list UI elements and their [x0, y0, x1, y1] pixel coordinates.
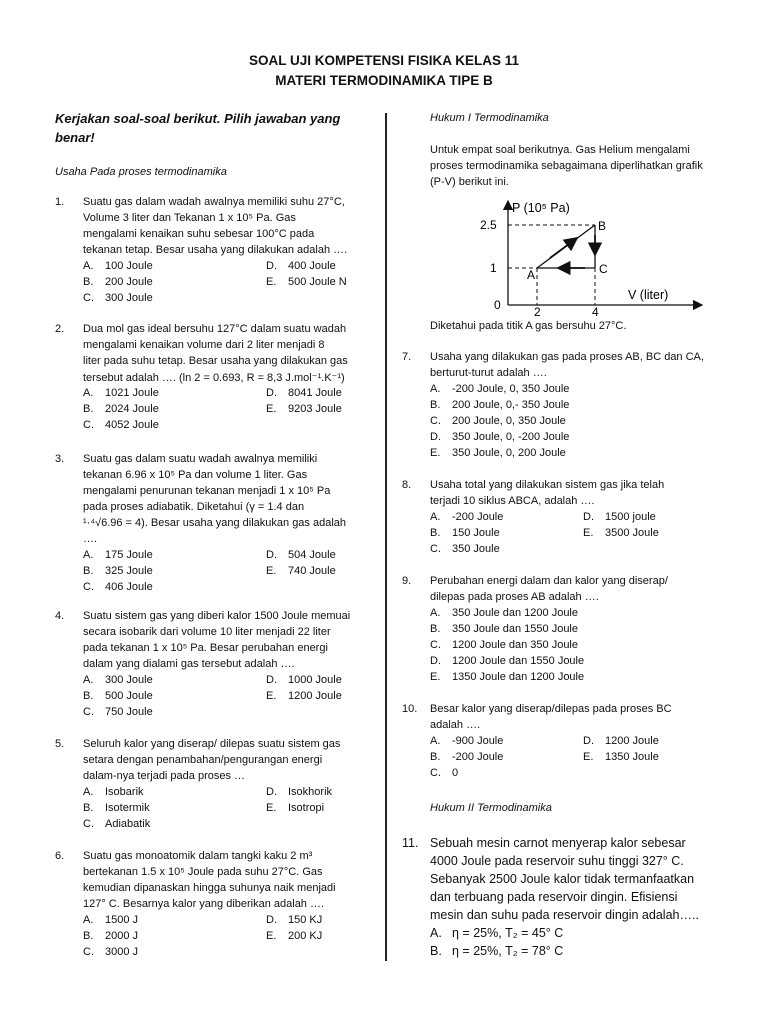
q8-number: 8. [402, 479, 412, 491]
option-value: 1200 Joule [605, 735, 659, 747]
q11-number: 11. [402, 836, 419, 850]
option-value: 150 KJ [288, 914, 323, 926]
option-value: 200 KJ [288, 930, 323, 942]
option-value: 3000 J [105, 946, 139, 958]
q2-text-line: liter pada suhu tetap. Besar usaha yang dilakukan gas [83, 355, 348, 367]
option-letter: C. [430, 639, 441, 651]
q3-text-line: mengalami penurunan tekanan menjadi 1 x 10⁵ Pa [83, 485, 331, 497]
q5-text-line: setara dengan penambahan/pengurangan energi [83, 754, 323, 766]
option-value: Isotermik [105, 802, 150, 814]
option-letter: A. [430, 607, 441, 619]
option-value: 406 Joule [105, 581, 153, 593]
option-value: Isokhorik [288, 786, 333, 798]
section-usaha: Usaha Pada proses termodinamika [55, 166, 227, 178]
option-value: 8041 Joule [288, 387, 342, 399]
option-letter: A. [83, 260, 94, 272]
option-value: 100 Joule [105, 260, 153, 272]
y-tick-0: 0 [494, 298, 501, 312]
option-letter: B. [83, 403, 94, 415]
option-value: 350 Joule dan 1550 Joule [452, 623, 578, 635]
section-hukum-2: Hukum II Termodinamika [430, 802, 552, 814]
option-letter: A. [83, 549, 94, 561]
option-letter: E. [266, 690, 277, 702]
q9-text-line: dilepas pada proses AB adalah …. [430, 591, 599, 603]
option-value: 0 [452, 767, 459, 779]
q1-text-line: Volume 3 liter dan Tekanan 1 x 10⁵ Pa. Gas [83, 212, 296, 224]
option-letter: B. [83, 802, 94, 814]
option-letter: C. [83, 292, 94, 304]
q9-number: 9. [402, 575, 412, 587]
option-value: 300 Joule [105, 674, 153, 686]
option-value: 1000 Joule [288, 674, 342, 686]
option-value: 350 Joule dan 1200 Joule [452, 607, 578, 619]
q3-text-line: Suatu gas dalam suatu wadah awalnya memiliki [83, 453, 318, 465]
option-letter: C. [83, 818, 94, 830]
q11-text-line: Sebuah mesin carnot menyerap kalor sebesar [430, 836, 686, 850]
hukum1-intro: Untuk empat soal berikutnya. Gas Helium mengalami proses termodinamika sebagaimana diperlihatkan grafik (P-V) berikut ini. [430, 144, 703, 188]
option-value: 1350 Joule [605, 751, 659, 763]
q6-text-line: Suatu gas monoatomik dalam tangki kaku 2 m³ [83, 850, 313, 862]
option-letter: A. [430, 926, 442, 940]
option-value: -200 Joule, 0, 350 Joule [452, 383, 570, 395]
option-letter: D. [266, 786, 277, 798]
option-value: 1200 Joule dan 350 Joule [452, 639, 578, 651]
q2-text-line: mengalami kenaikan volume dari 2 liter menjadi 8 [83, 339, 325, 351]
option-letter: B. [430, 399, 441, 411]
option-value: 150 Joule [452, 527, 500, 539]
q3-text-line: ¹·⁴√6.96 = 4). Besar usaha yang dilakukan gas adalah [83, 517, 347, 529]
option-value: 500 Joule [105, 690, 153, 702]
option-value: 175 Joule [105, 549, 153, 561]
option-letter: E. [583, 527, 594, 539]
option-value: 200 Joule, 0,- 350 Joule [452, 399, 570, 411]
option-letter: C. [83, 706, 94, 718]
q8-text-line: Usaha total yang dilakukan sistem gas jika telah [430, 479, 665, 491]
option-letter: D. [266, 387, 277, 399]
option-letter: E. [266, 565, 277, 577]
option-value: 300 Joule [105, 292, 153, 304]
option-letter: B. [430, 623, 441, 635]
option-value: 350 Joule, 0, 200 Joule [452, 447, 566, 459]
q10-text-line: Besar kalor yang diserap/dilepas pada proses BC [430, 703, 672, 715]
option-letter: A. [430, 511, 441, 523]
option-letter: B. [83, 276, 94, 288]
q10-text-line: adalah …. [430, 719, 481, 731]
q4-text-line: pada tekanan 1 x 10⁵ Pa. Besar perubahan energi [83, 642, 328, 654]
option-letter: D. [430, 431, 441, 443]
q3-number: 3. [55, 453, 65, 465]
option-letter: E. [266, 802, 277, 814]
q4-text-line: Suatu sistem gas yang diberi kalor 1500 Joule memuai [83, 610, 351, 622]
option-letter: E. [430, 447, 441, 459]
option-value: 9203 Joule [288, 403, 342, 415]
option-value: Isotropi [288, 802, 325, 814]
q5-text-line: dalam-nya terjadi pada proses … [83, 770, 246, 782]
option-value: 1200 Joule dan 1550 Joule [452, 655, 585, 667]
title-line-1: SOAL UJI KOMPETENSI FISIKA KELAS 11 [248, 53, 520, 68]
option-value: 200 Joule, 0, 350 Joule [452, 415, 566, 427]
q4-text-line: secara isobarik dari volume 10 liter menjadi 22 liter [83, 626, 331, 638]
option-letter: E. [583, 751, 594, 763]
q5-number: 5. [55, 738, 65, 750]
option-letter: D. [266, 549, 277, 561]
option-letter: A. [83, 786, 94, 798]
q7-text-line: Usaha yang dilakukan gas pada proses AB, BC dan CA, [430, 351, 704, 363]
q11-text-line: mesin dan suhu pada reservoir dingin adalah….. [430, 908, 699, 922]
option-letter: D. [583, 735, 594, 747]
option-value: η = 25%, T₂ = 78° C [452, 944, 564, 958]
option-letter: B. [430, 944, 442, 958]
q11-text-line: 4000 Joule pada reservoir suhu tinggi 327° C. [430, 854, 684, 868]
q10-number: 10. [402, 703, 418, 715]
option-value: 350 Joule [452, 543, 500, 555]
option-value: Isobarik [105, 786, 144, 798]
q3-text-line: …. [83, 533, 98, 545]
option-letter: C. [83, 581, 94, 593]
q4-text-line: dalam yang dialami gas tersebut adalah …. [83, 658, 295, 670]
option-value: η = 25%, T₂ = 45° C [452, 926, 564, 940]
q6-text-line: kemudian dipanaskan hingga suhunya naik menjadi [83, 882, 336, 894]
q2-number: 2. [55, 323, 65, 335]
option-letter: A. [83, 674, 94, 686]
q6-text-line: 127° C. Besarnya kalor yang diberikan adalah …. [83, 898, 325, 910]
option-value: -200 Joule [452, 511, 504, 523]
option-value: 740 Joule [288, 565, 336, 577]
option-value: -200 Joule [452, 751, 504, 763]
option-value: 4052 Joule [105, 419, 159, 431]
option-letter: E. [266, 930, 277, 942]
q8-text-line: terjadi 10 siklus ABCA, adalah …. [430, 495, 595, 507]
q9-text-line: Perubahan energi dalam dan kalor yang diserap/ [430, 575, 668, 587]
option-letter: A. [83, 914, 94, 926]
option-letter: B. [430, 751, 441, 763]
q1-text-line: tekanan tetap. Besar usaha yang dilakukan adalah …. [83, 244, 348, 256]
q7-number: 7. [402, 351, 412, 363]
option-letter: D. [583, 511, 594, 523]
option-value: 1500 J [105, 914, 139, 926]
y-tick-1: 1 [490, 261, 497, 275]
option-letter: D. [430, 655, 441, 667]
q4-number: 4. [55, 610, 65, 622]
option-letter: C. [83, 419, 94, 431]
option-letter: E. [266, 403, 277, 415]
option-value: 1500 joule [605, 511, 656, 523]
y-tick-2-5: 2.5 [480, 218, 497, 232]
q2-text-line: Dua mol gas ideal bersuhu 127°C dalam suatu wadah [83, 323, 347, 335]
q7-text-line: berturut-turut adalah …. [430, 367, 547, 379]
option-letter: E. [266, 276, 277, 288]
option-letter: A. [430, 383, 441, 395]
option-value: 1021 Joule [105, 387, 159, 399]
option-letter: C. [83, 946, 94, 958]
option-value: 500 Joule N [288, 276, 347, 288]
x-tick-4: 4 [592, 305, 599, 319]
option-letter: D. [266, 914, 277, 926]
arrow-ab [550, 238, 577, 258]
option-value: 2000 J [105, 930, 139, 942]
q1-number: 1. [55, 196, 65, 208]
option-letter: B. [83, 930, 94, 942]
x-tick-2: 2 [534, 305, 541, 319]
option-letter: C. [430, 415, 441, 427]
q11-text-line: Sebanyak 2500 Joule kalor tidak termanfaatkan [430, 872, 695, 886]
option-value: -900 Joule [452, 735, 504, 747]
option-value: 325 Joule [105, 565, 153, 577]
point-a-label: A [527, 268, 536, 282]
option-value: 750 Joule [105, 706, 153, 718]
q2-text-line: tersebut adalah …. (ln 2 = 0.693, R = 8,3 J.mol⁻¹.K⁻¹) [83, 372, 345, 384]
option-letter: C. [430, 767, 441, 779]
q1-text-line: mengalami kenaikan suhu sebesar 100°C pada [83, 228, 315, 240]
q6-text-line: bertekanan 1.5 x 10⁵ Joule pada suhu 27°C. Gas [83, 866, 323, 878]
y-axis-label: P (10⁵ Pa) [512, 201, 570, 215]
q11-text-line: dan terbuang pada reservoir dingin. Efisiensi [430, 890, 678, 904]
option-value: 504 Joule [288, 549, 336, 561]
pv-graph [470, 195, 710, 320]
option-letter: E. [430, 671, 441, 683]
option-value: 1200 Joule [288, 690, 342, 702]
option-letter: D. [266, 260, 277, 272]
option-value: 350 Joule, 0, -200 Joule [452, 431, 570, 443]
section-hukum-1: Hukum I Termodinamika [430, 112, 549, 124]
point-c-label: C [599, 262, 608, 276]
q5-text-line: Seluruh kalor yang diserap/ dilepas suatu sistem gas [83, 738, 341, 750]
option-letter: A. [430, 735, 441, 747]
q3-text-line: pada proses adiabatik. Diketahui (γ = 1.4 dan [83, 501, 305, 513]
column-divider [385, 113, 387, 961]
q1-text-line: Suatu gas dalam wadah awalnya memiliki suhu 27°C, [83, 196, 345, 208]
q6-number: 6. [55, 850, 65, 862]
title-line-2: MATERI TERMODINAMIKA TIPE B [275, 73, 493, 88]
point-b-label: B [598, 219, 607, 233]
x-axis-label: V (liter) [628, 288, 669, 302]
option-value: Adiabatik [105, 818, 151, 830]
q3-text-line: tekanan 6.96 x 10⁵ Pa dan volume 1 liter. Gas [83, 469, 308, 481]
option-value: 3500 Joule [605, 527, 659, 539]
option-value: 2024 Joule [105, 403, 159, 415]
option-letter: A. [83, 387, 94, 399]
option-value: 200 Joule [105, 276, 153, 288]
option-letter: D. [266, 674, 277, 686]
intro-instruction: Kerjakan soal-soal berikut. Pilih jawaban yang benar! [55, 111, 341, 145]
option-letter: B. [430, 527, 441, 539]
option-value: 1350 Joule dan 1200 Joule [452, 671, 585, 683]
option-value: 400 Joule [288, 260, 336, 272]
option-letter: B. [83, 565, 94, 577]
option-letter: B. [83, 690, 94, 702]
option-letter: C. [430, 543, 441, 555]
graph-caption: Diketahui pada titik A gas bersuhu 27°C. [430, 320, 627, 332]
